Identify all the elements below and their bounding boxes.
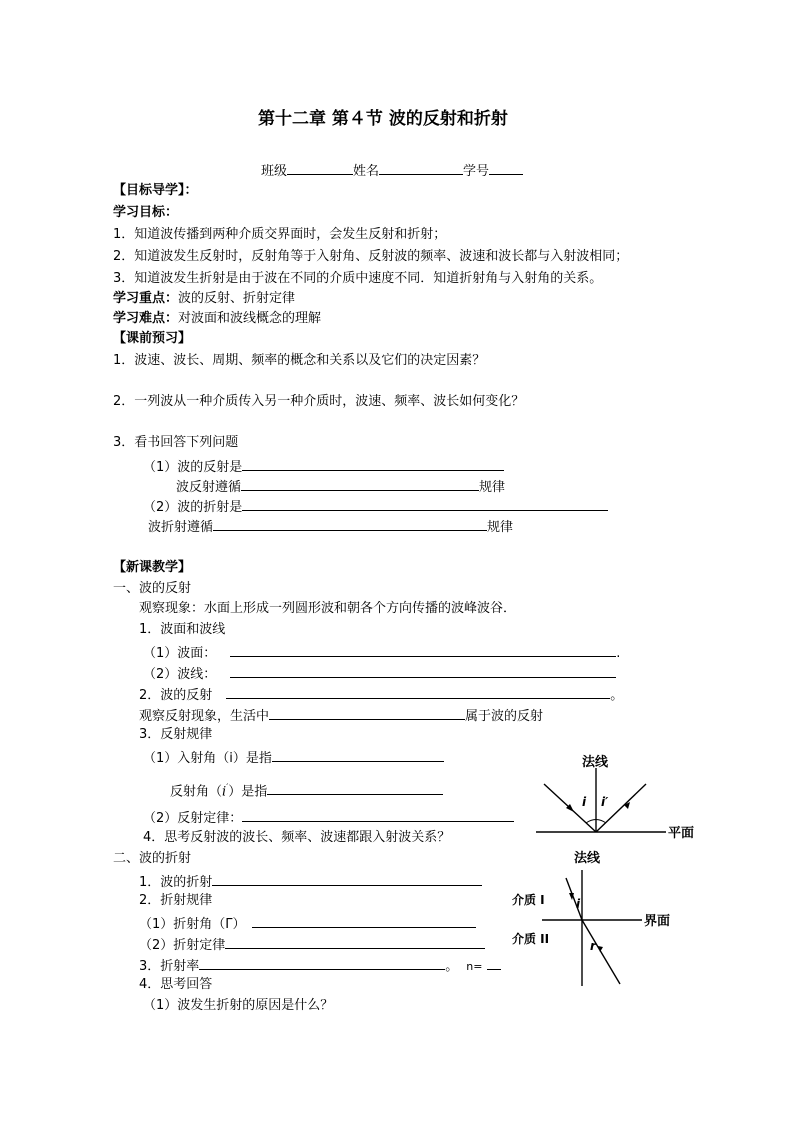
think-question-4: 4．思考反射波的波长、频率、波速都跟入射波关系？: [143, 830, 451, 845]
think-answer-title: 4．思考回答: [139, 977, 213, 992]
period: 。: [610, 688, 624, 703]
normal-label: 法线: [582, 755, 609, 770]
name-label: 姓名: [353, 164, 380, 179]
reflection-law-row: [176, 476, 505, 494]
reflection-def-row: [143, 456, 504, 474]
refraction-angle-blank[interactable]: [252, 913, 476, 928]
refraction-diagram: [506, 848, 706, 990]
reflection-law-def-blank[interactable]: [242, 807, 514, 822]
reflection-law-label: 波反射遵循: [176, 480, 242, 495]
reflection-angle-blank[interactable]: [267, 780, 443, 795]
wavefront-blank[interactable]: [230, 642, 616, 657]
plane-label: 平面: [668, 826, 695, 841]
reflection-def-blank[interactable]: [242, 456, 504, 471]
preview-question-3: 3．看书回答下列问题: [113, 435, 239, 450]
medium-1-label: 介质 I: [512, 893, 545, 907]
reflection-law-def-row: [143, 807, 514, 825]
wave-reflection-label: 2．波的反射: [139, 688, 213, 703]
refractive-index-label: 3．折射率: [139, 959, 200, 974]
incident-angle-label: （1）入射角（i）是指: [143, 751, 272, 766]
name-blank[interactable]: [379, 160, 463, 175]
refraction-law-def-label: （2）折射定律: [139, 938, 226, 953]
reflection-diagram: [500, 748, 710, 848]
refraction-def-label: （2）波的折射是: [143, 500, 243, 515]
preview-question-2: 2．一列波从一种介质传入另一种介质时，波速、频率、波长如何变化？: [113, 394, 525, 409]
refraction-def-blank[interactable]: [242, 496, 608, 511]
rule-word: 规律: [487, 520, 514, 535]
wavefront-label: （1）波面：: [143, 646, 217, 661]
waveline-label: （2）波线：: [143, 667, 217, 682]
incidence-angle-symbol: i: [576, 897, 581, 911]
observe-reflection-suffix: 属于波的反射: [465, 709, 544, 724]
key-points-label: 学习重点：: [113, 291, 179, 306]
reflection-angle-symbol: i′: [601, 795, 609, 809]
refractive-index-blank[interactable]: [199, 955, 445, 970]
preview-header: 【课前预习】: [113, 331, 192, 346]
n-blank[interactable]: [487, 955, 501, 970]
objective-item: 1．知道波传播到两种介质交界面时，会发生反射和折射；: [113, 227, 447, 242]
observe-text: 观察现象：水面上形成一列圆形波和朝各个方向传播的波峰波谷．: [139, 601, 517, 616]
normal-label: 法线: [574, 851, 601, 866]
reflection-def-label: （1）波的反射是: [143, 460, 243, 475]
difficulty-row: [113, 310, 321, 328]
medium-2-label: 介质 II: [512, 932, 550, 946]
observe-reflection-label: 观察反射现象，生活中: [139, 709, 270, 724]
refraction-law-blank[interactable]: [213, 516, 487, 531]
wave-reflection-row: [139, 684, 623, 702]
refracted-ray: [582, 920, 620, 984]
page-title: 第十二章 第４节 波的反射和折射: [258, 109, 508, 129]
refractive-index-row: [139, 955, 501, 973]
goals-header: 【目标导学】：: [113, 183, 198, 198]
incident-angle-row: [143, 747, 444, 765]
reflection-angle-label: 反射角（: [170, 784, 223, 800]
key-points-row: [113, 290, 295, 308]
rule-word: 规律: [479, 480, 506, 495]
difficulty-label: 学习难点：: [113, 311, 179, 326]
refraction-blank[interactable]: [212, 871, 482, 886]
student-info-row: [261, 160, 523, 178]
reflection-angle-row: [170, 779, 443, 800]
think-answer-1: （1）波发生折射的原因是什么？: [143, 998, 334, 1013]
period: 。: [445, 959, 459, 974]
item-reflection-law: 3．反射规律: [139, 727, 213, 742]
refraction-label: 1．波的折射: [139, 875, 213, 890]
reflection-angle-suffix: ）是指: [228, 784, 268, 800]
objectives-label: 学习目标：: [113, 205, 179, 220]
id-blank[interactable]: [489, 160, 523, 175]
refraction-def-row: [143, 496, 608, 514]
refraction-angle-row: [139, 913, 476, 931]
refraction-law-title: 2．折射规律: [139, 893, 213, 908]
section-refraction-title: 二、波的折射: [113, 851, 192, 866]
item-wavefront-wavelines: 1．波面和波线: [139, 622, 226, 637]
incident-angle-blank[interactable]: [272, 747, 444, 762]
objective-item: 2．知道波发生反射时，反射角等于入射角、反射波的频率、波速和波长都与入射波相同；: [113, 249, 629, 264]
wavefront-row: [143, 642, 620, 660]
reflection-law-def-label: （2）反射定律：: [143, 811, 243, 826]
observe-reflection-row: [139, 705, 543, 723]
refraction-law-def-row: [139, 934, 485, 952]
class-label: 班级: [261, 164, 288, 179]
incident-angle-symbol: i: [582, 795, 587, 809]
key-points-text: 波的反射、折射定律: [178, 291, 296, 306]
id-label: 学号: [463, 164, 490, 179]
waveline-row: [143, 663, 616, 681]
interface-label: 界面: [644, 914, 671, 929]
waveline-blank[interactable]: [230, 663, 616, 678]
difficulty-text: 对波面和波线概念的理解: [178, 311, 322, 326]
section-reflection-title: 一、波的反射: [113, 581, 192, 596]
refraction-angle-label: （1）折射角（Γ）: [139, 917, 246, 932]
period: .: [616, 646, 621, 661]
n-equals: n=: [466, 960, 483, 973]
preview-question-1: 1．波速、波长、周期、频率的概念和关系以及它们的决定因素？: [113, 353, 486, 368]
refraction-law-label: 波折射遵循: [148, 520, 214, 535]
objective-item: 3．知道波发生折射是由于波在不同的介质中速度不同．知道折射角与入射角的关系。: [113, 271, 603, 286]
prime-mark: ′: [226, 783, 229, 793]
observe-reflection-blank[interactable]: [269, 705, 465, 720]
refraction-law-def-blank[interactable]: [225, 934, 485, 949]
wave-reflection-blank[interactable]: [226, 684, 610, 699]
refraction-row: [139, 871, 482, 889]
lesson-header: 【新课教学】: [113, 560, 192, 575]
refraction-law-row: [148, 516, 513, 534]
refraction-angle-symbol: r: [590, 939, 596, 953]
reflection-law-blank[interactable]: [241, 476, 479, 491]
class-blank[interactable]: [287, 160, 353, 175]
reflection-angle-symbol: i: [222, 784, 227, 800]
